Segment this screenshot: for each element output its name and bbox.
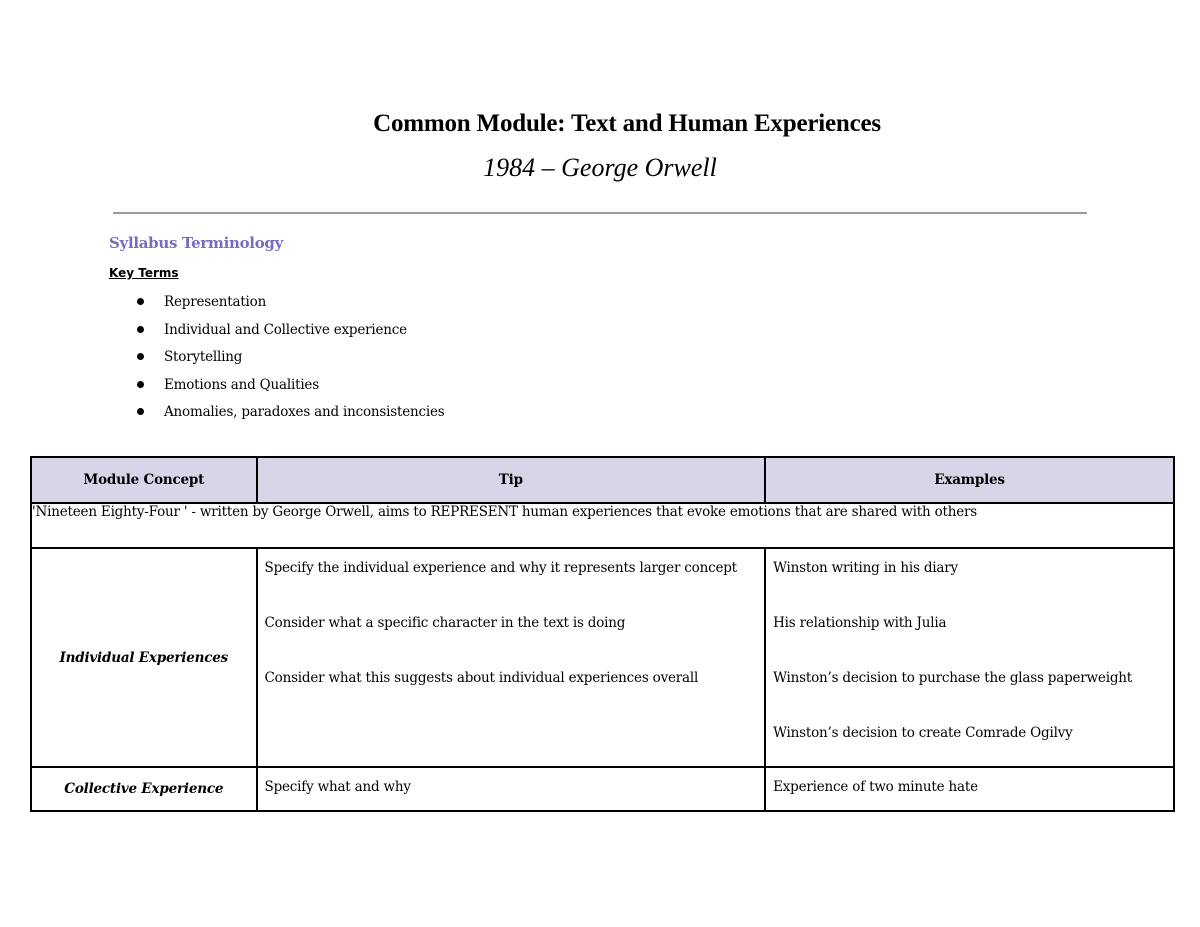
key-term-item <box>0 346 445 374</box>
key-term-text: Anomalies, paradoxes and inconsistencies <box>164 404 445 420</box>
example-line: Winston writing in his diary <box>773 560 958 576</box>
example-line: His relationship with Julia <box>773 615 947 631</box>
key-term-text: Storytelling <box>164 349 243 365</box>
key-term-text: Emotions and Qualities <box>164 376 319 393</box>
key-term-text: Individual and Collective experience <box>164 321 407 338</box>
syllabus-heading: Syllabus Terminology <box>109 234 284 252</box>
table-row <box>31 767 1174 811</box>
key-terms-list <box>0 291 445 429</box>
example-line: Winston’s decision to purchase the glass paperweight <box>773 670 1132 686</box>
header-examples: Examples <box>765 457 1174 503</box>
collective-tip: Specify what and why <box>257 767 766 811</box>
bullet-icon <box>137 408 144 415</box>
bullet-icon <box>137 353 144 360</box>
bullet-icon <box>137 381 144 388</box>
table-header-row <box>31 457 1174 503</box>
concept-individual: Individual Experiences <box>31 548 257 767</box>
key-term-item <box>0 291 445 319</box>
horizontal-divider <box>113 212 1087 214</box>
tip-line: Consider what a specific character in the text is doing <box>264 615 626 631</box>
collective-example: Experience of two minute hate <box>765 767 1174 811</box>
bullet-icon <box>137 298 144 305</box>
tip-line <box>258 714 765 766</box>
header-tip: Tip <box>257 457 766 503</box>
document-subtitle: 1984 – George Orwell <box>483 153 717 182</box>
examples-cell <box>765 548 1174 767</box>
intro-cell: 'Nineteen Eighty-Four ' - written by George Orwell, aims to REPRESENT human experiences that evoke emotions that are shared with others <box>31 503 1174 548</box>
key-term-item <box>0 374 445 402</box>
tip-line: Specify the individual experience and why it represents larger concept <box>264 560 737 576</box>
table-row <box>31 503 1174 548</box>
key-terms-label: Key Terms <box>109 266 179 280</box>
key-term-item <box>0 319 445 347</box>
tip-line: Consider what this suggests about individual experiences overall <box>264 670 699 686</box>
key-term-item <box>0 401 445 429</box>
table-row <box>31 548 1174 767</box>
document-title: Common Module: Text and Human Experiences <box>373 110 881 137</box>
header-module-concept: Module Concept <box>31 457 257 503</box>
bullet-icon <box>137 326 144 333</box>
key-term-text: Representation <box>164 294 267 310</box>
module-concepts-table <box>30 456 1175 812</box>
tips-cell <box>257 548 766 767</box>
example-line: Winston’s decision to create Comrade Ogilvy <box>773 725 1073 741</box>
concept-collective: Collective Experience <box>31 767 257 811</box>
